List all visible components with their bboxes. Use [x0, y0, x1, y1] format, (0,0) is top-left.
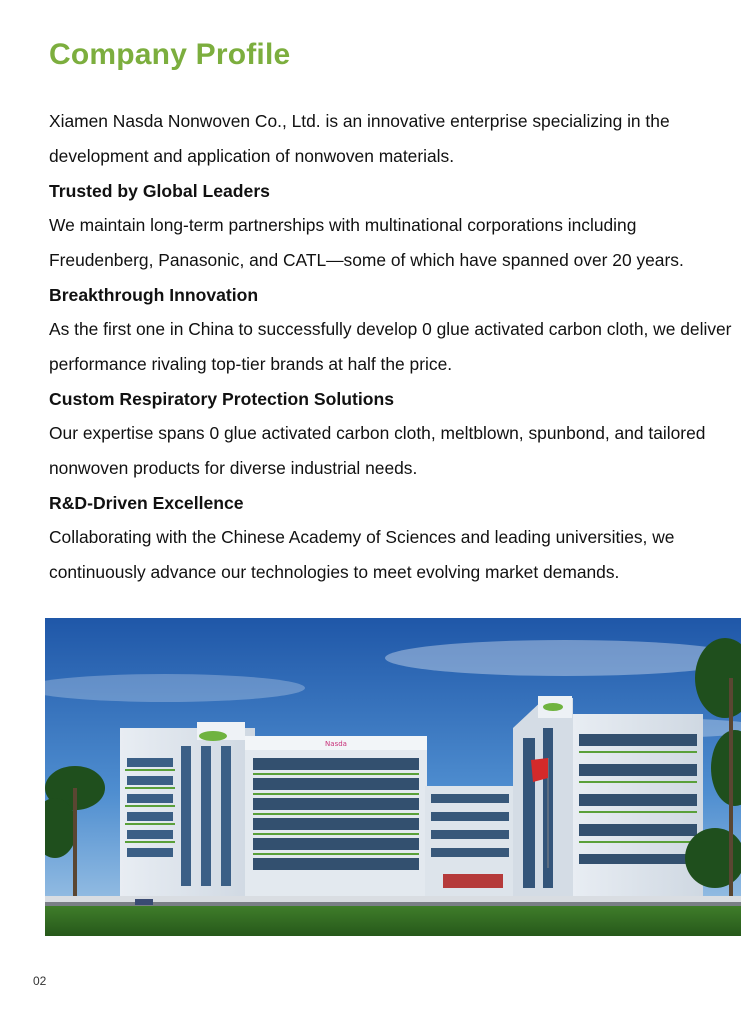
- section-heading-rnd: R&D-Driven Excellence: [49, 493, 244, 513]
- profile-content: [49, 104, 741, 590]
- company-building-photo: [45, 618, 741, 936]
- section-heading-innovation: Breakthrough Innovation: [49, 285, 259, 305]
- intro-paragraph: Xiamen Nasda Nonwoven Co., Ltd. is an innovative enterprise specializing in the development and application of nonwoven materials.: [49, 111, 670, 166]
- building-sign: Nasda: [325, 740, 347, 748]
- section-text-respiratory: Our expertise spans 0 glue activated carbon cloth, meltblown, spunbond, and tailored nonwoven products for diverse industrial needs.: [49, 423, 706, 478]
- section-text-trusted: We maintain long-term partnerships with multinational corporations including Freudenberg, Panasonic, and CATL—some of which have spanned over 20 years.: [49, 215, 684, 270]
- page-title: Company Profile: [49, 38, 291, 71]
- section-text-innovation: As the first one in China to successfully develop 0 glue activated carbon cloth, we deliver performance rivaling top-tier brands at half the price.: [49, 319, 732, 374]
- section-text-rnd: Collaborating with the Chinese Academy of Sciences and leading universities, we continuously advance our technologies to meet evolving market demands.: [49, 527, 675, 582]
- section-heading-trusted: Trusted by Global Leaders: [49, 181, 270, 201]
- page-number: 02: [33, 974, 47, 988]
- section-heading-respiratory: Custom Respiratory Protection Solutions: [49, 389, 395, 409]
